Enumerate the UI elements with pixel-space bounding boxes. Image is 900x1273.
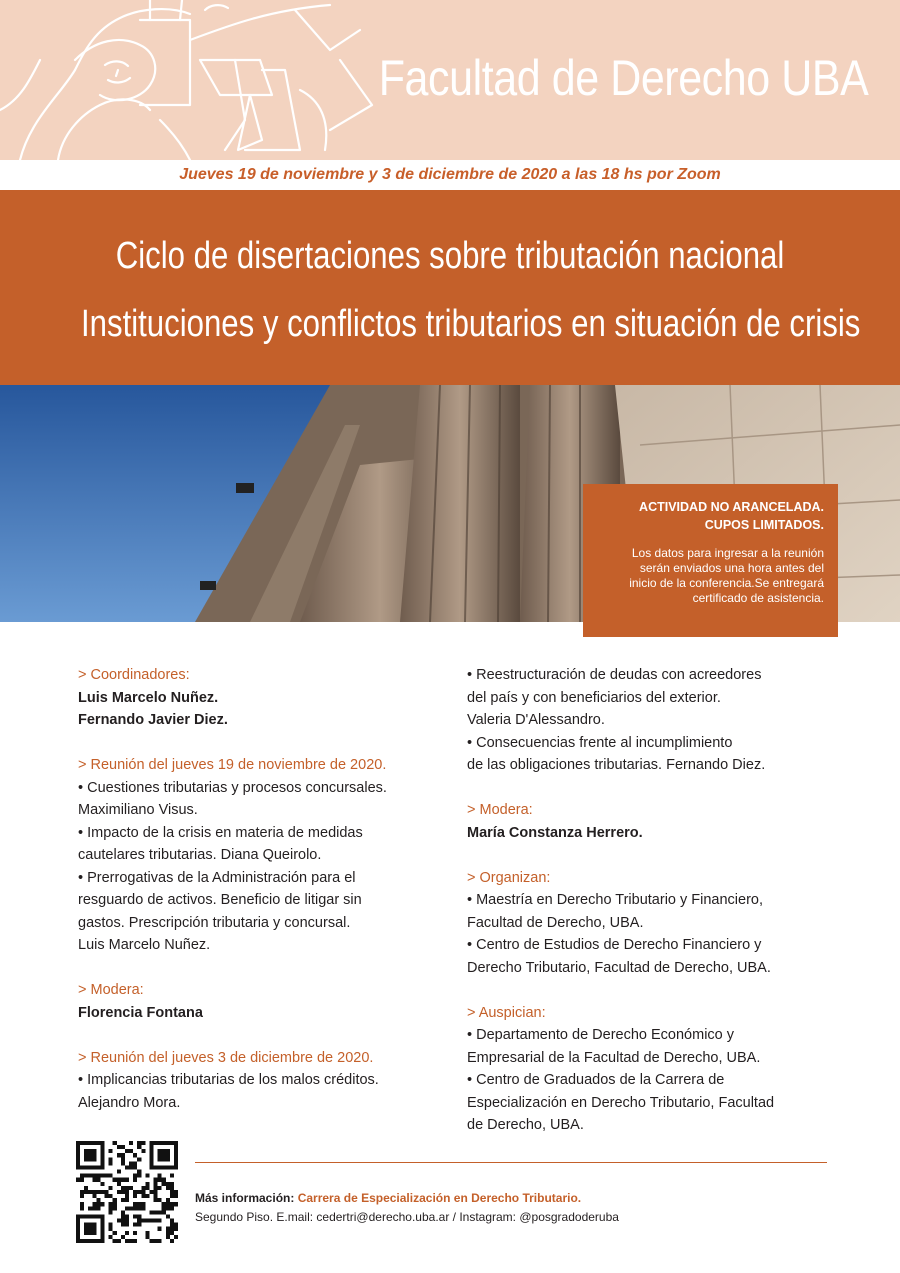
sponsor-line: Especialización en Derecho Tributario, Facultad [467, 1094, 775, 1111]
right-column [467, 664, 827, 1137]
header-banner [0, 0, 900, 160]
sponsor-line: de Derecho, UBA. [467, 1117, 584, 1133]
coordinators-heading: > Coordinadores: [78, 667, 190, 683]
meeting-1-line: • Cuestiones tributarias y procesos concursales. [78, 779, 387, 796]
meeting-2-line: del país y con beneficiarios del exterior. [467, 689, 721, 706]
organizer-line: Facultad de Derecho, UBA. [467, 914, 644, 931]
notice-body [593, 546, 824, 606]
moderator-2-heading: > Modera: [467, 802, 533, 818]
lady-justice-illustration [0, 0, 430, 160]
moderator-1-heading: > Modera: [78, 982, 144, 998]
meeting-1-line: cautelares tributarias. Diana Queirolo. [78, 847, 322, 863]
meeting-1-line: • Impacto de la crisis en materia de medidas [78, 824, 363, 841]
event-date-line: Jueves 19 de noviembre y 3 de diciembre de 2020 a las 18 hs por Zoom [179, 166, 721, 183]
coordinator-name: Luis Marcelo Nuñez. [78, 689, 219, 706]
footer-info [195, 1189, 619, 1227]
coordinator-name: Fernando Javier Diez. [78, 712, 228, 728]
notice-heading-2: CUPOS LIMITADOS. [704, 518, 824, 532]
left-column [78, 664, 438, 1114]
moderator-1-name: Florencia Fontana [78, 1004, 203, 1021]
organizer-line: • Maestría en Derecho Tributario y Financiero, [467, 892, 764, 908]
meeting-2-line: Valeria D'Alessandro. [467, 712, 605, 728]
meeting-2-line: Alejandro Mora. [78, 1094, 181, 1111]
more-info-label: Más información: [195, 1191, 295, 1205]
meeting-1-line: • Prerrogativas de la Administración para el [78, 869, 356, 886]
sponsor-line: Empresarial de la Facultad de Derecho, UBA. [467, 1049, 761, 1066]
meeting-1-line: gastos. Prescripción tributaria y concursal. [78, 914, 351, 931]
sponsor-line: • Centro de Graduados de la Carrera de [467, 1072, 725, 1088]
faculty-title: Facultad de Derecho UBA [378, 50, 868, 106]
notice-box [583, 484, 838, 637]
event-title-line-1: Ciclo de disertaciones sobre tributación nacional [115, 235, 785, 277]
meeting-2-line: • Reestructuración de deudas con acreedores [467, 667, 762, 683]
meeting-1-heading: > Reunión del jueves 19 de noviembre de 2020. [78, 757, 387, 773]
organizer-line: • Centro de Estudios de Derecho Financiero y [467, 937, 762, 953]
qr-code-icon[interactable] [76, 1141, 178, 1243]
contact-line: Segundo Piso. E.mail: cedertri@derecho.uba.ar / Instagram: @posgradoderuba [195, 1210, 619, 1224]
notice-heading-1: ACTIVIDAD NO ARANCELADA. [639, 500, 824, 514]
notice-body-line: Los datos para ingresar a la reunión [631, 546, 824, 560]
moderator-2-name: María Constanza Herrero. [467, 824, 643, 841]
notice-body-line: serán enviados una hora antes del [639, 561, 824, 575]
meeting-1-line: resguardo de activos. Beneficio de litigar sin [78, 892, 362, 908]
sponsor-line: • Departamento de Derecho Económico y [467, 1027, 735, 1043]
event-title-line-2: Instituciones y conflictos tributarios en situación de crisis [81, 303, 861, 345]
meeting-2-line: de las obligaciones tributarias. Fernando Diez. [467, 757, 766, 773]
sponsors-heading: > Auspician: [467, 1004, 546, 1021]
organizer-line: Derecho Tributario, Facultad de Derecho, UBA. [467, 959, 771, 976]
meeting-1-line: Maximiliano Visus. [78, 802, 198, 818]
title-band [0, 190, 900, 385]
meeting-2-line: • Implicancias tributarias de los malos créditos. [78, 1072, 379, 1088]
notice-body-line: inicio de la conferencia.Se entregará [629, 576, 824, 590]
meeting-1-line: Luis Marcelo Nuñez. [78, 937, 211, 953]
footer-divider [195, 1162, 827, 1163]
meeting-2-line: • Consecuencias frente al incumplimiento [467, 734, 733, 751]
meeting-2-heading: > Reunión del jueves 3 de diciembre de 2020. [78, 1049, 374, 1066]
notice-body-line: certificado de asistencia. [692, 591, 824, 605]
organizers-heading: > Organizan: [467, 869, 551, 886]
more-info-link[interactable]: Carrera de Especialización en Derecho Tributario. [297, 1191, 582, 1205]
